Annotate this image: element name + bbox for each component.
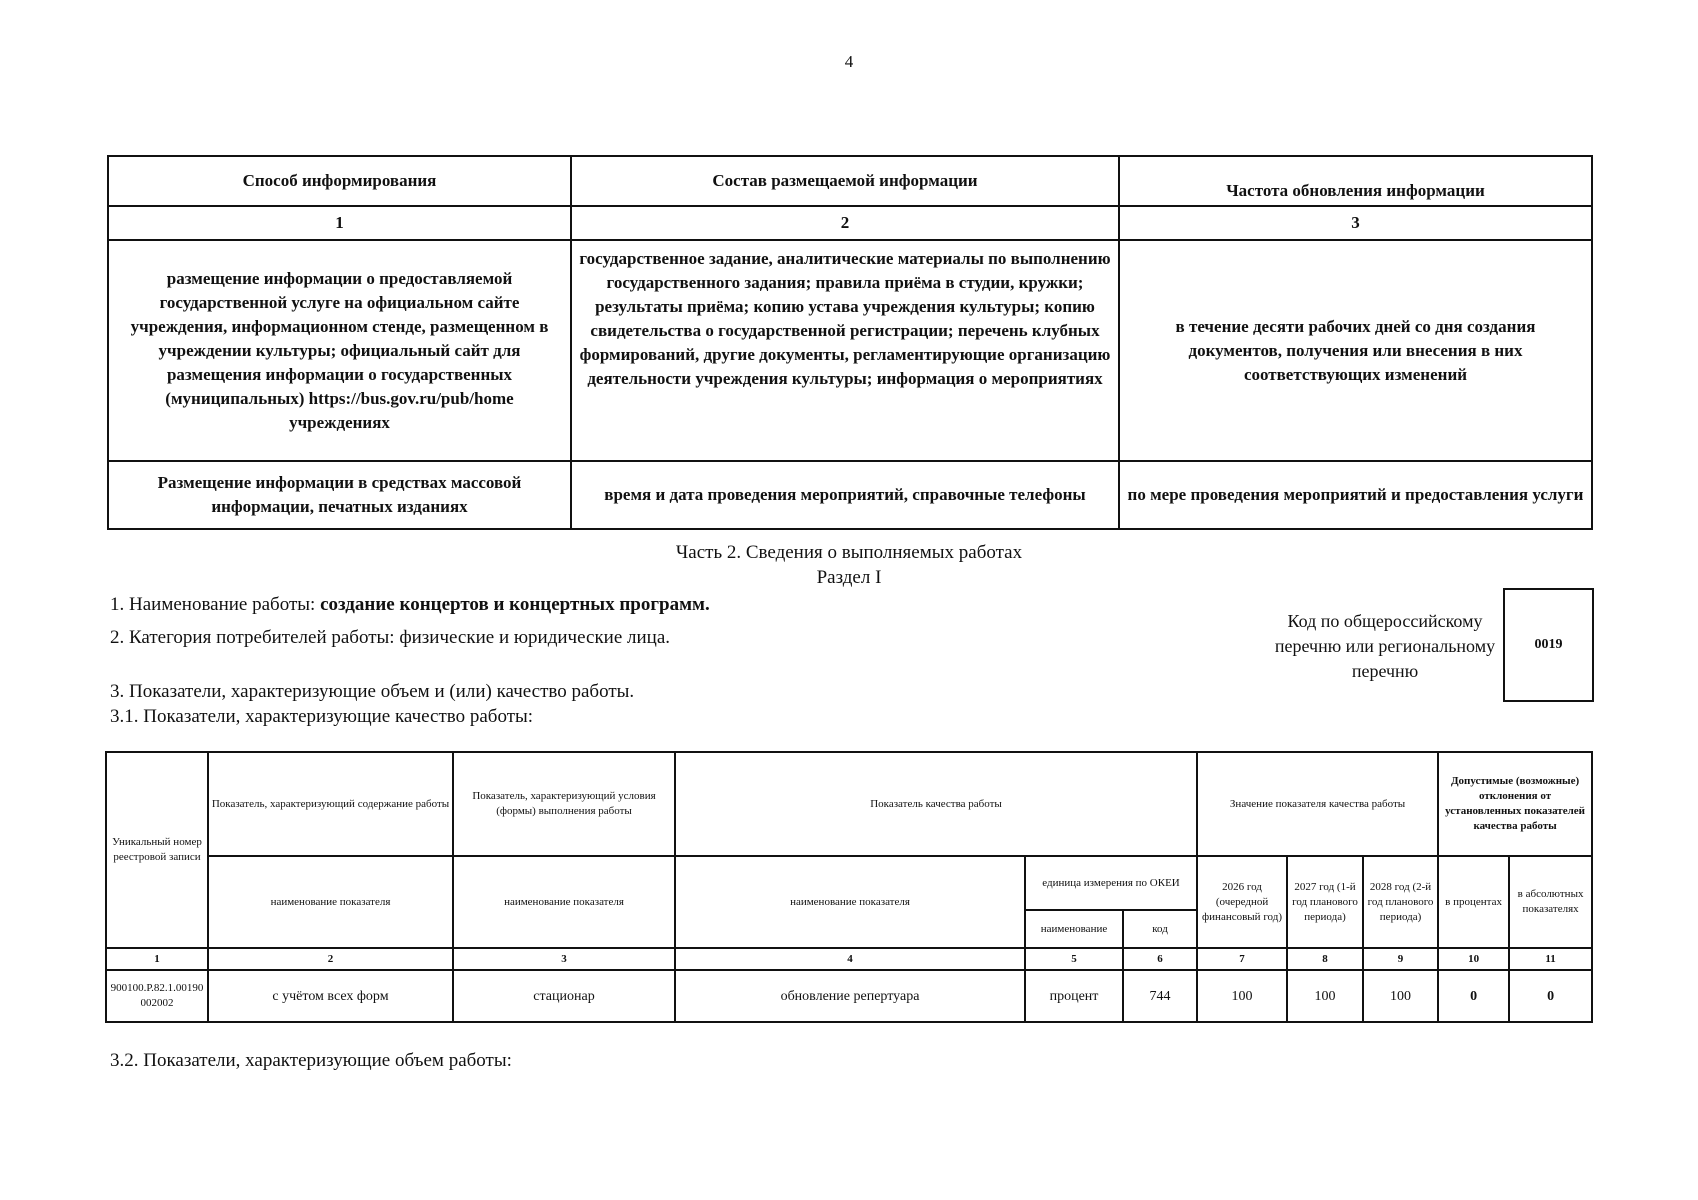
content-indicator-cell: с учётом всех форм [208,970,453,1022]
indicators-line: 3. Показатели, характеризующие объем и (или) качество работы. [110,681,635,702]
col-number: 5 [1025,948,1123,970]
table-row [108,240,1592,461]
volume-indicators-line: 3.2. Показатели, характеризующие объем работы: [110,1050,512,1071]
col-number: 9 [1363,948,1438,970]
header-content: Состав размещаемой информации [571,156,1119,206]
deviation-absolute-cell: 0 [1509,970,1592,1022]
col-number: 1 [108,206,571,240]
quality-indicators-table [105,751,1593,1023]
deviation-percent-cell: 0 [1438,970,1509,1022]
header-unique-number: Уникальный номер реестровой записи [106,752,208,948]
work-name-label: 1. Наименование работы: [110,594,321,615]
quality-indicator-cell: обновление репертуара [675,970,1025,1022]
header-indicator-value: Значение показателя качества работы [1197,752,1438,856]
col-number: 7 [1197,948,1287,970]
table-header-row [108,156,1592,206]
table-header-row [106,752,1592,856]
unit-name-cell: процент [1025,970,1123,1022]
header-in-absolute: в абсолютных показателях [1509,856,1592,948]
registry-code-box: 0019 [1503,588,1594,702]
information-methods-table [107,155,1593,530]
header-deviation: Допустимые (возможные) отклонения от установленных показателей качества работы [1438,752,1592,856]
header-frequency: Частота обновления информации [1119,156,1592,206]
col-number: 2 [571,206,1119,240]
method-cell: размещение информации о предоставляемой государственной услуге на официальном сайте учреждения, информационном стенде, размещенном в учреждении культуры; официальный сайт для размещения информации о государственных (муниципальных) https://bus.gov.ru/pub/home учреждениях [108,240,571,461]
header-indicator-name: наименование показателя [453,856,675,948]
header-okei-unit: единица измерения по ОКЕИ [1025,856,1197,910]
work-name-line [110,594,710,616]
col-number: 1 [106,948,208,970]
col-number: 2 [208,948,453,970]
unit-code-cell: 744 [1123,970,1197,1022]
column-number-row [106,948,1592,970]
col-number: 11 [1509,948,1592,970]
header-unit-code: код [1123,910,1197,948]
header-year-2026: 2026 год (очередной финансовый год) [1197,856,1287,948]
frequency-cell: по мере проведения мероприятий и предоставления услуги [1119,461,1592,529]
method-cell: Размещение информации в средствах массовой информации, печатных изданиях [108,461,571,529]
value-2027-cell: 100 [1287,970,1363,1022]
header-in-percent: в процентах [1438,856,1509,948]
col-number: 6 [1123,948,1197,970]
col-number: 3 [1119,206,1592,240]
header-year-2028: 2028 год (2-й год планового периода) [1363,856,1438,948]
registry-code-label: Код по общероссийскому перечню или региональному перечню [1274,611,1496,681]
col-number: 4 [675,948,1025,970]
table-subheader-row [106,856,1592,910]
col-number: 8 [1287,948,1363,970]
table-row [106,970,1592,1022]
header-quality-indicator: Показатель качества работы [675,752,1197,856]
work-name-value: создание концертов и концертных программ. [320,594,710,615]
column-number-row [108,206,1592,240]
header-method: Способ информирования [108,156,571,206]
part-title [0,540,1698,590]
header-year-2027: 2027 год (1-й год планового периода) [1287,856,1363,948]
conditions-indicator-cell: стационар [453,970,675,1022]
value-2026-cell: 100 [1197,970,1287,1022]
consumer-category-line: 2. Категория потребителей работы: физические и юридические лица. [110,627,671,648]
value-2028-cell: 100 [1363,970,1438,1022]
registry-number-cell: 900100.Р.82.1.00190002002 [106,970,208,1022]
col-number: 3 [453,948,675,970]
header-indicator-name: наименование показателя [208,856,453,948]
header-conditions-indicator: Показатель, характеризующий условия (формы) выполнения работы [453,752,675,856]
page-number: 4 [844,52,854,71]
table-row [108,461,1592,529]
header-unit-name: наименование [1025,910,1123,948]
section-heading: Раздел I [816,567,882,588]
header-indicator-name: наименование показателя [675,856,1025,948]
header-content-indicator: Показатель, характеризующий содержание работы [208,752,453,856]
quality-indicators-line: 3.1. Показатели, характеризующие качество работы: [110,706,534,727]
frequency-cell: в течение десяти рабочих дней со дня создания документов, получения или внесения в них соответствующих изменений [1119,240,1592,461]
col-number: 10 [1438,948,1509,970]
content-cell: время и дата проведения мероприятий, справочные телефоны [571,461,1119,529]
part-heading: Часть 2. Сведения о выполняемых работах [675,542,1023,563]
content-cell: государственное задание, аналитические материалы по выполнению государственного задания; правила приёма в студии, кружки; результаты приёма; копию устава учреждения культуры; копию свидетельства о государственной регистрации; перечень клубных формирований, другие документы, регламентирующие организацию деятельности учреждения культуры; информация о мероприятиях [571,240,1119,461]
